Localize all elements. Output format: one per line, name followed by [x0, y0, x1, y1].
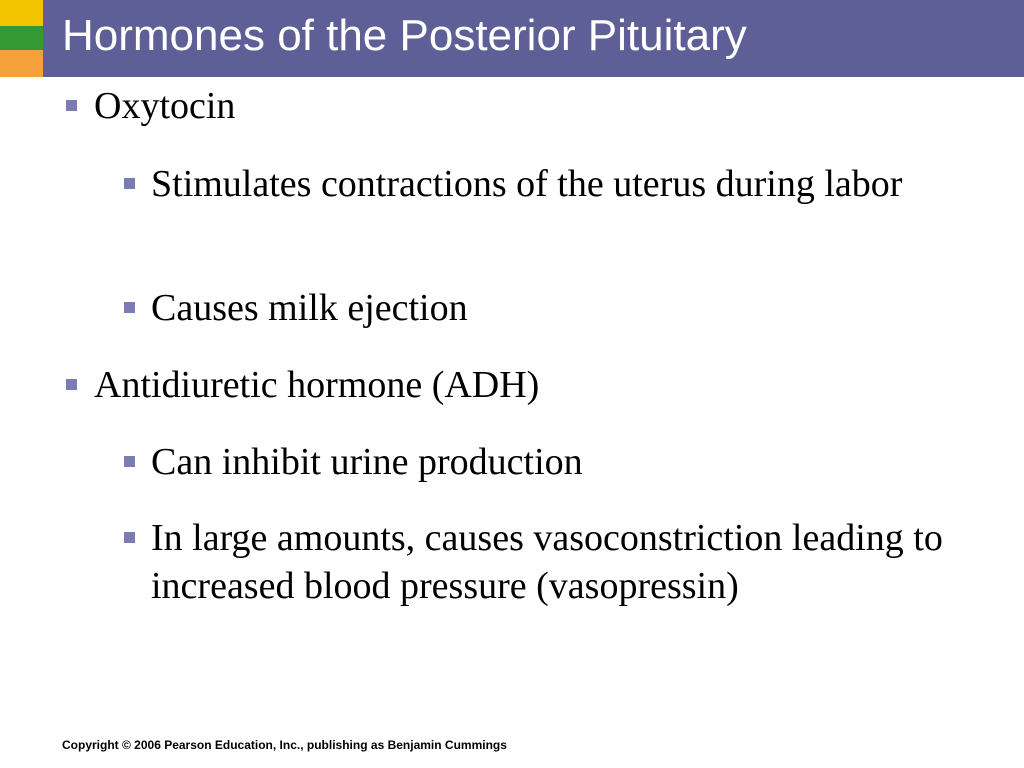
square-bullet-icon: [66, 379, 77, 390]
bullet-adh: [94, 361, 539, 409]
sub-bullet-text: Causes milk ejection: [151, 287, 468, 329]
sub-bullet-vasoconstriction: [151, 514, 951, 610]
sub-bullet-inhibit-urine: [151, 438, 951, 486]
accent-block-green: [0, 26, 43, 50]
bullet-oxytocin: [94, 82, 235, 130]
sub-bullet-text: In large amounts, causes vasoconstriction leading to increased blood pressure (vasopressin): [151, 517, 943, 607]
slide-title: Hormones of the Posterior Pituitary: [62, 11, 747, 60]
copyright-footer: Copyright © 2006 Pearson Education, Inc., publishing as Benjamin Cummings: [62, 738, 507, 752]
bullet-text: Oxytocin: [94, 85, 236, 127]
square-bullet-icon: [124, 456, 135, 467]
bullet-text: Antidiuretic hormone (ADH): [94, 364, 540, 406]
square-bullet-icon: [124, 178, 135, 189]
sub-bullet-text: Can inhibit urine production: [151, 441, 583, 483]
accent-block-yellow: [0, 0, 43, 26]
square-bullet-icon: [66, 100, 77, 111]
sub-bullet-milk-ejection: [151, 284, 951, 332]
square-bullet-icon: [124, 532, 135, 543]
sub-bullet-text: Stimulates contractions of the uterus during labor: [151, 163, 903, 205]
accent-block-orange: [0, 50, 43, 77]
square-bullet-icon: [124, 302, 135, 313]
sub-bullet-uterus-contractions: [151, 160, 951, 208]
